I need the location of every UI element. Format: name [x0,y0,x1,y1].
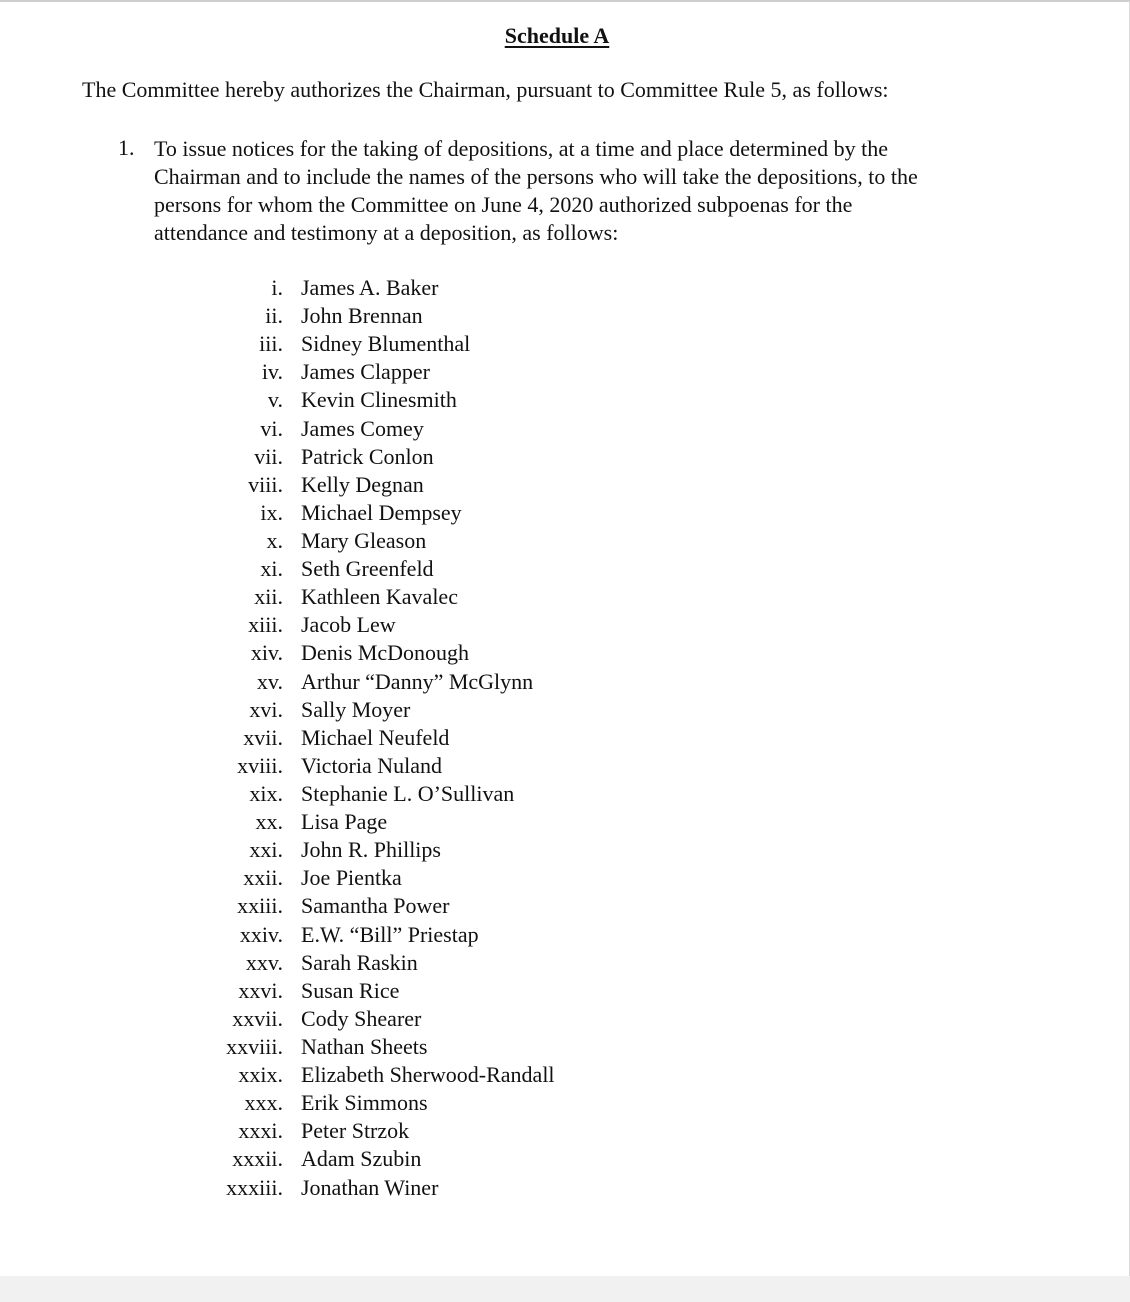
roman-numeral: xxiv. [239,921,283,947]
schedule-title: Schedule A [504,23,610,48]
roman-numeral: xix. [249,780,283,806]
roman-numeral: xiv. [250,640,283,666]
list-item [0,527,700,555]
roman-numeral: xx. [255,809,283,835]
roman-numeral: xxvii. [232,1005,283,1031]
list-item [0,668,700,696]
list-item [0,696,700,724]
list-item [0,358,700,386]
roman-numeral: i. [271,275,283,300]
list-item [0,386,700,414]
roman-numeral: xxvi. [238,977,283,1003]
person-name: Nathan Sheets [301,1033,428,1059]
list-item [0,443,700,471]
roman-numeral: xvi. [249,696,283,722]
intro-paragraph: The Committee hereby authorizes the Chairman, pursuant to Committee Rule 5, as follows: [82,77,889,102]
list-item [0,415,700,443]
person-name: Jonathan Winer [301,1174,439,1200]
person-name: Kelly Degnan [301,471,424,497]
list-item [0,780,700,808]
person-name: Patrick Conlon [301,443,434,469]
roman-numeral: xxviii. [226,1033,283,1059]
person-name: Seth Greenfeld [301,556,434,582]
list-item [0,555,700,583]
person-name: Cody Shearer [301,1005,422,1031]
roman-numeral: xxxi. [238,1118,283,1144]
item-line: attendance and testimony at a deposition, as follows: [154,220,619,245]
list-item [0,892,700,920]
list-item [0,639,700,667]
person-name: Mary Gleason [301,527,427,553]
person-name: Michael Dempsey [301,499,462,525]
roman-numeral: xi. [260,556,283,582]
roman-numeral: ix. [260,499,283,525]
person-name: Susan Rice [301,977,400,1003]
person-name: Elizabeth Sherwood-Randall [301,1062,555,1088]
person-name: Sarah Raskin [301,949,418,975]
person-name: Victoria Nuland [301,752,443,778]
person-name: Erik Simmons [301,1090,428,1116]
persons-list [0,274,700,1202]
item-line: Chairman and to include the names of the persons who will take the depositions, to the [154,164,918,189]
list-item [0,1089,700,1117]
list-item [0,1174,700,1202]
roman-numeral: v. [267,387,283,413]
roman-numeral: xxxiii. [226,1174,283,1200]
person-name: Peter Strzok [301,1118,410,1144]
list-item [0,611,700,639]
roman-numeral: xv. [256,668,283,694]
person-name: Sidney Blumenthal [301,331,471,357]
list-item [0,836,700,864]
roman-numeral: vii. [254,443,283,469]
person-name: James Clapper [301,359,430,385]
list-item [0,302,700,330]
person-name: Stephanie L. O’Sullivan [301,780,515,806]
roman-numeral: xxi. [249,837,283,863]
person-name: Denis McDonough [301,640,470,666]
roman-numeral: xxx. [244,1090,283,1116]
item-line: persons for whom the Committee on June 4, 2020 authorized subpoenas for the [154,192,853,217]
list-item [0,1117,700,1145]
person-name: Kevin Clinesmith [301,387,457,413]
roman-numeral: iii. [259,331,283,357]
person-name: E.W. “Bill” Priestap [301,921,479,947]
person-name: Arthur “Danny” McGlynn [301,668,534,694]
list-item [0,330,700,358]
roman-numeral: xxv. [245,949,283,975]
roman-numeral: xiii. [248,612,283,638]
person-name: John Brennan [301,303,423,329]
roman-numeral: viii. [248,471,283,497]
list-item [0,808,700,836]
person-name: Joe Pientka [301,865,402,891]
roman-numeral: xviii. [237,752,283,778]
roman-numeral: ii. [265,303,283,329]
roman-numeral: x. [266,527,283,553]
list-item [0,1005,700,1033]
list-item [0,977,700,1005]
roman-numeral: xxii. [243,865,283,891]
roman-numeral: xxix. [238,1062,283,1088]
list-item [0,864,700,892]
person-name: James Comey [301,415,424,441]
roman-numeral: vi. [260,415,283,441]
list-item [0,1033,700,1061]
item-line: To issue notices for the taking of depositions, at a time and place determined by the [154,136,889,161]
item-paragraph [154,135,1034,247]
list-item [0,949,700,977]
person-name: Lisa Page [301,809,388,835]
roman-numeral: xii. [254,584,283,610]
roman-numeral: xvii. [243,724,283,750]
list-item [0,724,700,752]
person-name: Adam Szubin [301,1146,422,1172]
roman-numeral: iv. [261,359,283,385]
list-item [0,921,700,949]
person-name: Jacob Lew [301,612,396,638]
item-number: 1. [118,135,135,160]
list-item [0,471,700,499]
person-name: John R. Phillips [301,837,441,863]
list-item [0,274,700,302]
roman-numeral: xxiii. [237,893,283,919]
person-name: Kathleen Kavalec [301,584,458,610]
list-item [0,752,700,780]
list-item [0,1145,700,1173]
list-item [0,583,700,611]
list-item [0,499,700,527]
person-name: Samantha Power [301,893,450,919]
list-item [0,1061,700,1089]
person-name: Michael Neufeld [301,724,450,750]
roman-numeral: xxxii. [232,1146,283,1172]
page-bottom-gutter [0,1276,1130,1302]
person-name: Sally Moyer [301,696,411,722]
person-name: James A. Baker [301,275,439,300]
